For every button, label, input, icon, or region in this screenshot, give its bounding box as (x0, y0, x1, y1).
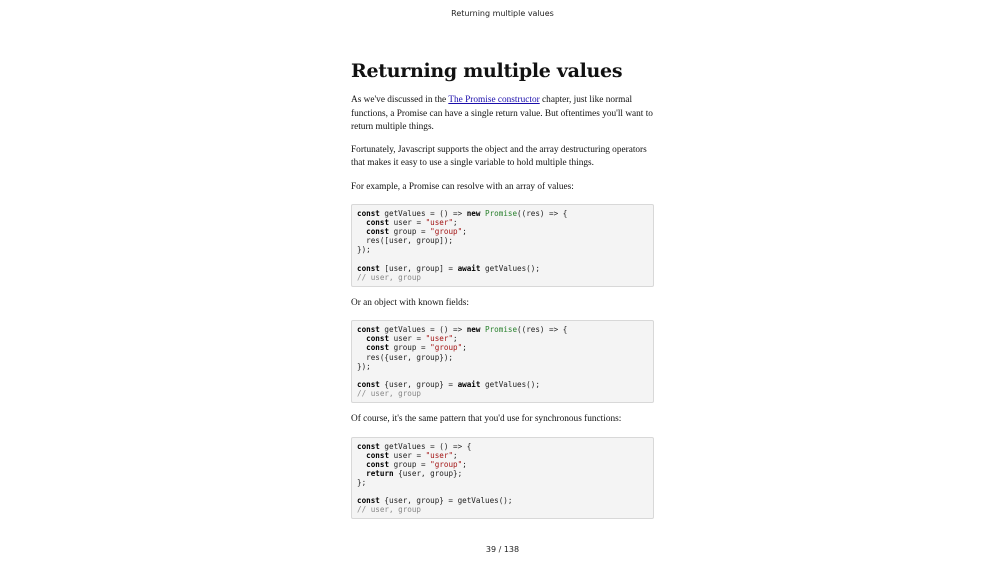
code-line: res([user, group]); (357, 236, 454, 246)
code-line: res({user, group}); (357, 352, 454, 362)
code-block-object (351, 320, 654, 403)
paragraph-sync-example: Of course, it's the same pattern that you'd use for synchronous functions: (351, 414, 622, 424)
code-line: }); (357, 361, 371, 371)
code-comment: // user, group (357, 272, 422, 282)
code-keyword: const (357, 325, 380, 335)
article (351, 60, 654, 529)
code-keyword: new (466, 209, 481, 218)
code-text: getValues = () => { (379, 441, 472, 451)
code-line (357, 343, 648, 352)
code-text: getValues(); (480, 263, 540, 273)
code-class: Promise (485, 209, 518, 218)
code-blank-line (357, 254, 648, 263)
code-text: group = (389, 343, 431, 353)
code-keyword: const (357, 263, 380, 273)
code-indent (357, 227, 366, 236)
code-keyword: return (366, 468, 394, 478)
code-string: "user" (425, 450, 454, 460)
code-string: "user" (425, 218, 454, 228)
paragraph-destructuring: Fortunately, Javascript supports the object and the array destructuring operators that makes it easy to use a single variable to hold multiple things. (351, 144, 647, 168)
page-title: Returning multiple values (351, 60, 623, 82)
code-keyword: const (366, 227, 390, 237)
code-keyword: const (366, 343, 390, 353)
code-keyword: const (357, 379, 380, 389)
code-block-array (351, 204, 654, 287)
code-text: ; (462, 459, 467, 469)
code-line: }); (357, 245, 371, 255)
code-string: "group" (430, 459, 463, 469)
code-text: user = (389, 334, 426, 344)
code-keyword: const (366, 218, 390, 228)
code-indent (357, 460, 366, 469)
code-text: ((res) => { (517, 209, 568, 218)
code-string: "group" (430, 343, 463, 353)
code-text: {user, group} = getValues(); (379, 496, 513, 506)
code-keyword: const (366, 334, 390, 344)
code-string: "group" (430, 227, 463, 237)
code-line (357, 380, 648, 389)
code-line: }; (357, 477, 367, 487)
code-blank-line (357, 371, 648, 380)
code-blank-line (357, 487, 648, 496)
running-header: Returning multiple values (451, 9, 554, 18)
code-text: ; (462, 343, 467, 353)
code-text: [user, group] = (379, 263, 458, 273)
code-keyword: const (366, 450, 390, 460)
code-text: getValues = () => (379, 325, 467, 335)
code-line (357, 227, 648, 236)
code-keyword: const (357, 209, 380, 218)
promise-constructor-link[interactable]: The Promise constructor (448, 95, 540, 105)
code-line (357, 469, 648, 478)
code-keyword: const (366, 459, 390, 469)
code-indent (357, 218, 366, 227)
code-line (357, 264, 648, 273)
paragraph-text: chapter, just like normal functions, a Promise can have a single return value. But oftentimes you'll want to return multiple things. (351, 95, 653, 132)
code-text: ; (453, 218, 458, 228)
code-line (357, 451, 648, 460)
code-line (357, 209, 648, 218)
code-text: user = (389, 450, 426, 460)
code-line (357, 442, 648, 451)
code-keyword: const (357, 496, 380, 506)
code-text: {user, group}; (393, 468, 463, 478)
paragraph-array-example: For example, a Promise can resolve with an array of values: (351, 181, 574, 192)
code-string: "user" (425, 334, 454, 344)
code-line (357, 334, 648, 343)
code-comment: // user, group (357, 388, 422, 398)
code-indent (357, 334, 366, 343)
code-line (357, 496, 648, 505)
code-text: {user, group} = (379, 379, 458, 389)
paragraph-intro (351, 94, 654, 135)
code-keyword: const (357, 441, 380, 451)
page-indicator: 39 / 138 (485, 545, 520, 554)
code-text: group = (389, 227, 431, 237)
code-text: user = (389, 218, 426, 228)
code-text: ((res) => { (517, 325, 568, 335)
code-keyword: new (466, 325, 481, 335)
code-class: Promise (485, 325, 518, 335)
paragraph-text: As we've discussed in the (351, 95, 449, 105)
code-text: getValues(); (480, 379, 540, 389)
code-line (357, 460, 648, 469)
code-line (357, 325, 648, 334)
code-indent (357, 343, 366, 352)
code-keyword: await (457, 379, 481, 389)
code-text: getValues = () => (379, 209, 467, 218)
code-block-sync (351, 437, 654, 520)
code-text: ; (453, 334, 458, 344)
code-text: ; (453, 450, 458, 460)
code-indent (357, 451, 366, 460)
code-keyword: await (457, 263, 481, 273)
paragraph-object-example: Or an object with known fields: (351, 297, 469, 308)
code-line (357, 218, 648, 227)
code-text: group = (389, 459, 431, 469)
code-text: ; (462, 227, 467, 237)
code-indent (357, 469, 366, 478)
code-comment: // user, group (357, 505, 422, 515)
